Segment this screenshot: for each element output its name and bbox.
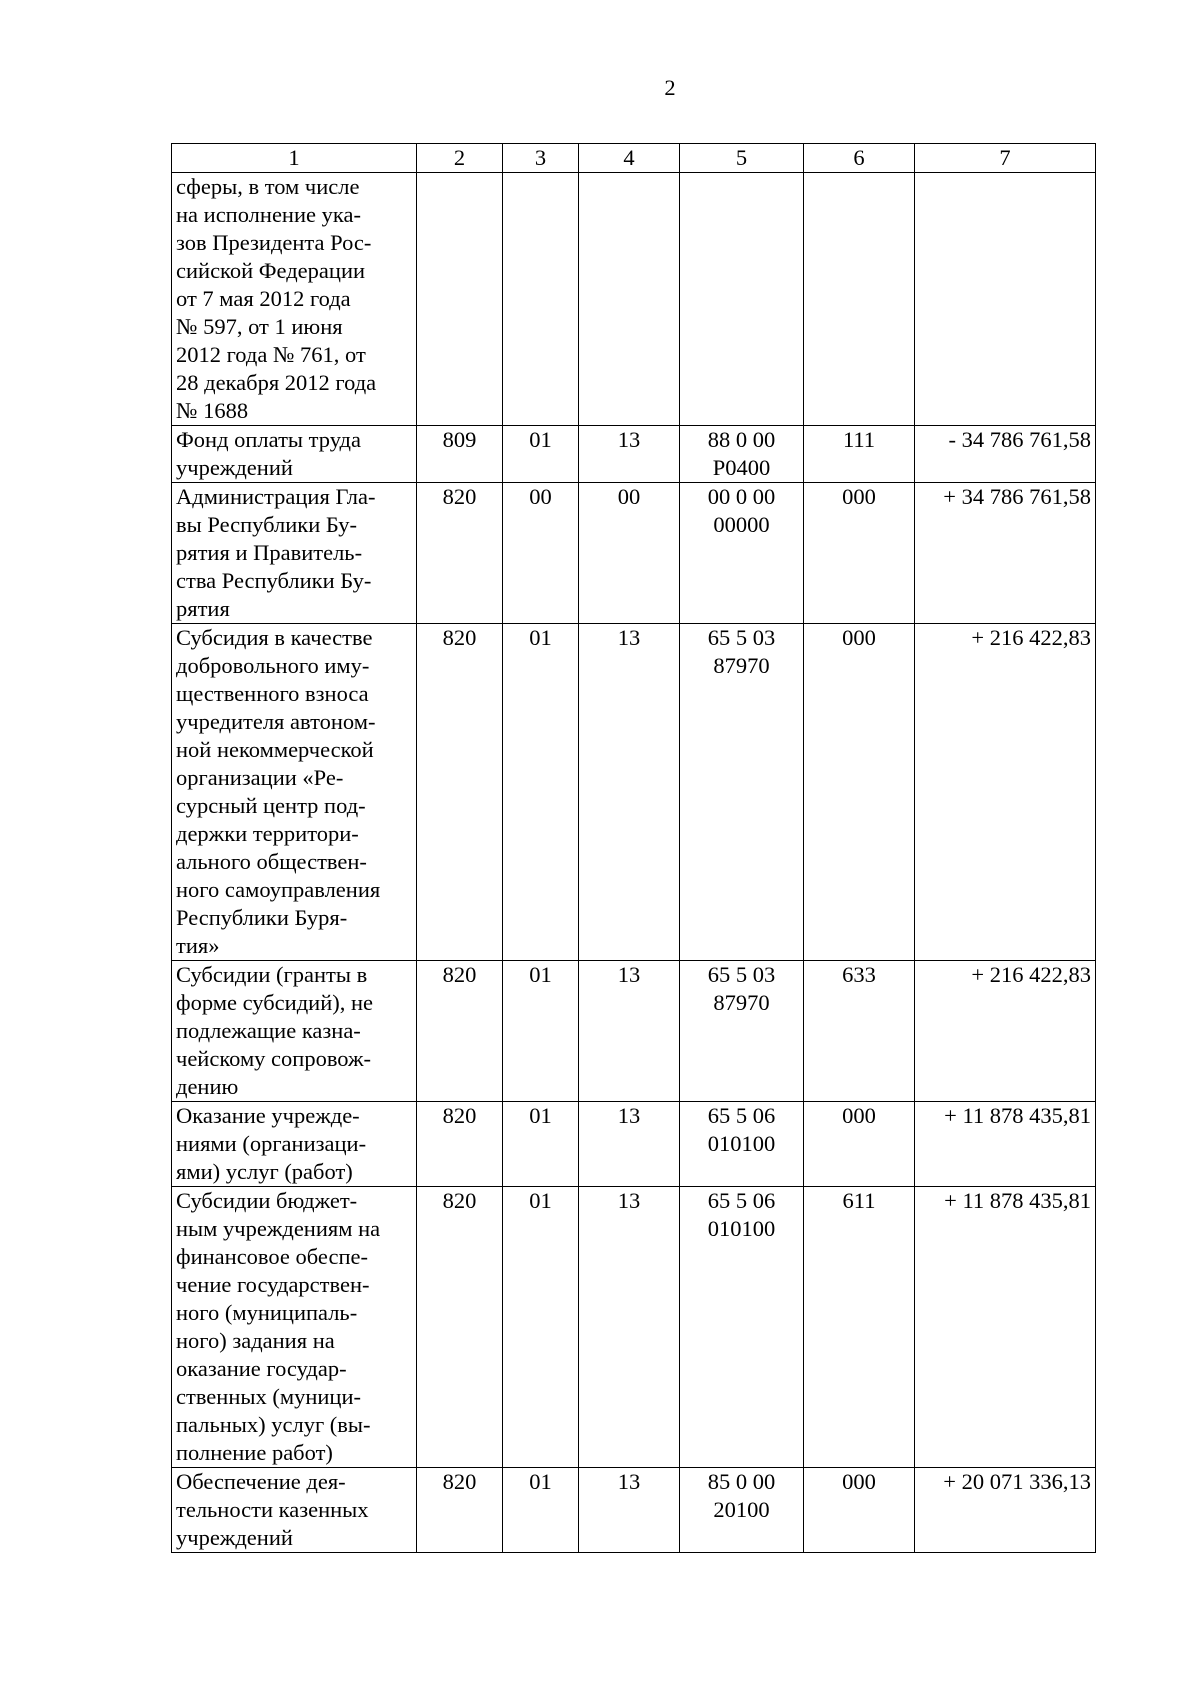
description-line: сийской Федерации (176, 258, 366, 283)
table-row (172, 624, 1096, 961)
expense-type-code: 000 (804, 1468, 915, 1553)
target-article-code (680, 1468, 804, 1553)
amount: + 11 878 435,81 (915, 1187, 1096, 1468)
description-line: № 1688 (176, 398, 249, 423)
description-line: Администрация Гла- (176, 484, 376, 509)
header-cell: 4 (579, 144, 680, 173)
table-row (172, 1102, 1096, 1187)
target-article-code (680, 173, 804, 426)
amount: + 34 786 761,58 (915, 483, 1096, 624)
target-article-code (680, 426, 804, 483)
row-description (172, 1187, 417, 1468)
department-code (417, 173, 503, 426)
description-line: подлежащие казна- (176, 1018, 361, 1043)
section-code: 00 (503, 483, 579, 624)
description-line: ного самоуправления (176, 877, 381, 902)
description-line: тельности казенных (176, 1497, 369, 1522)
description-line: ями) услуг (работ) (176, 1159, 353, 1184)
target-article-line: 65 5 03 (707, 962, 776, 987)
description-line: Обеспечение дея- (176, 1469, 346, 1494)
amount: - 34 786 761,58 (915, 426, 1096, 483)
section-code (503, 173, 579, 426)
target-article-line: 87970 (713, 653, 770, 678)
description-line: Субсидии бюджет- (176, 1188, 358, 1213)
description-line: Фонд оплаты труда (176, 427, 361, 452)
table-row (172, 483, 1096, 624)
department-code: 820 (417, 1187, 503, 1468)
description-line: ального обществен- (176, 849, 367, 874)
table-row (172, 426, 1096, 483)
description-line: 28 декабря 2012 года (176, 370, 377, 395)
description-line: Субсидия в качестве (176, 625, 373, 650)
subsection-code: 00 (579, 483, 680, 624)
expense-type-code (804, 173, 915, 426)
description-line: ного) задания на (176, 1328, 335, 1353)
description-line: учредителя автоном- (176, 709, 376, 734)
amount: + 11 878 435,81 (915, 1102, 1096, 1187)
table-row (172, 961, 1096, 1102)
row-description (172, 624, 417, 961)
target-article-line: 65 5 03 (707, 625, 776, 650)
target-article-code (680, 1187, 804, 1468)
target-article-code (680, 961, 804, 1102)
subsection-code: 13 (579, 961, 680, 1102)
description-line: сурсный центр под- (176, 793, 366, 818)
description-line: ного (муниципаль- (176, 1300, 358, 1325)
subsection-code: 13 (579, 426, 680, 483)
description-line: щественного взноса (176, 681, 369, 706)
row-description (172, 426, 417, 483)
department-code: 820 (417, 1468, 503, 1553)
description-line: форме субсидий), не (176, 990, 374, 1015)
description-line: пальных) услуг (вы- (176, 1412, 371, 1437)
target-article-line: 85 0 00 (707, 1469, 776, 1494)
description-line: Республики Буря- (176, 905, 348, 930)
header-cell: 2 (417, 144, 503, 173)
target-article-line: 010100 (707, 1216, 776, 1241)
expense-type-code: 633 (804, 961, 915, 1102)
header-cell: 6 (804, 144, 915, 173)
table-row (172, 1187, 1096, 1468)
target-article-line: 00000 (713, 512, 770, 537)
budget-table (171, 143, 1096, 1553)
row-description (172, 483, 417, 624)
row-description (172, 1468, 417, 1553)
description-line: ственных (муници- (176, 1384, 362, 1409)
subsection-code: 13 (579, 624, 680, 961)
amount: + 20 071 336,13 (915, 1468, 1096, 1553)
department-code: 820 (417, 1102, 503, 1187)
department-code: 820 (417, 483, 503, 624)
target-article-line: 87970 (713, 990, 770, 1015)
subsection-code: 13 (579, 1187, 680, 1468)
page-number: 2 (664, 75, 676, 100)
subsection-code: 13 (579, 1102, 680, 1187)
description-line: держки территори- (176, 821, 359, 846)
description-line: учреждений (176, 1525, 293, 1550)
description-line: дению (176, 1074, 239, 1099)
description-line: на исполнение ука- (176, 202, 361, 227)
subsection-code: 13 (579, 1468, 680, 1553)
target-article-line: 00 0 00 (707, 484, 776, 509)
description-line: рятия и Правитель- (176, 540, 363, 565)
table-row (172, 1468, 1096, 1553)
description-line: тия» (176, 933, 220, 958)
header-cell: 1 (172, 144, 417, 173)
description-line: ниями (организаци- (176, 1131, 367, 1156)
amount: + 216 422,83 (915, 624, 1096, 961)
section-code: 01 (503, 1187, 579, 1468)
amount: + 216 422,83 (915, 961, 1096, 1102)
header-cell: 7 (915, 144, 1096, 173)
description-line: 2012 года № 761, от (176, 342, 366, 367)
description-line: Субсидии (гранты в (176, 962, 368, 987)
description-line: сферы, в том числе (176, 174, 360, 199)
description-line: полнение работ) (176, 1440, 333, 1465)
section-code: 01 (503, 1468, 579, 1553)
description-line: организации «Ре- (176, 765, 344, 790)
expense-type-code: 000 (804, 483, 915, 624)
table-row (172, 173, 1096, 426)
description-line: ным учреждениям на (176, 1216, 381, 1241)
description-line: добровольного иму- (176, 653, 370, 678)
section-code: 01 (503, 961, 579, 1102)
description-line: финансовое обеспе- (176, 1244, 368, 1269)
target-article-code (680, 624, 804, 961)
expense-type-code: 000 (804, 1102, 915, 1187)
target-article-line: 010100 (707, 1131, 776, 1156)
description-line: чение государствен- (176, 1272, 370, 1297)
row-description (172, 173, 417, 426)
subsection-code (579, 173, 680, 426)
department-code: 809 (417, 426, 503, 483)
description-line: оказание государ- (176, 1356, 347, 1381)
target-article-line: 88 0 00 (707, 427, 776, 452)
description-line: зов Президента Рос- (176, 230, 372, 255)
section-code: 01 (503, 1102, 579, 1187)
department-code: 820 (417, 624, 503, 961)
description-line: № 597, от 1 июня (176, 314, 343, 339)
target-article-line: 65 5 06 (707, 1103, 776, 1128)
header-cell: 5 (680, 144, 804, 173)
target-article-code (680, 483, 804, 624)
row-description (172, 1102, 417, 1187)
section-code: 01 (503, 624, 579, 961)
description-line: вы Республики Бу- (176, 512, 357, 537)
section-code: 01 (503, 426, 579, 483)
description-line: ства Республики Бу- (176, 568, 372, 593)
header-cell: 3 (503, 144, 579, 173)
target-article-code (680, 1102, 804, 1187)
department-code: 820 (417, 961, 503, 1102)
description-line: чейскому сопровож- (176, 1046, 372, 1071)
expense-type-code: 611 (804, 1187, 915, 1468)
table-body (172, 173, 1096, 1553)
description-line: рятия (176, 596, 230, 621)
expense-type-code: 111 (804, 426, 915, 483)
amount (915, 173, 1096, 426)
target-article-line: P0400 (712, 455, 771, 480)
row-description (172, 961, 417, 1102)
expense-type-code: 000 (804, 624, 915, 961)
description-line: Оказание учрежде- (176, 1103, 360, 1128)
target-article-line: 20100 (713, 1497, 770, 1522)
description-line: ной некоммерческой (176, 737, 374, 762)
table-header-row (172, 144, 1096, 173)
target-article-line: 65 5 06 (707, 1188, 776, 1213)
description-line: от 7 мая 2012 года (176, 286, 351, 311)
description-line: учреждений (176, 455, 293, 480)
